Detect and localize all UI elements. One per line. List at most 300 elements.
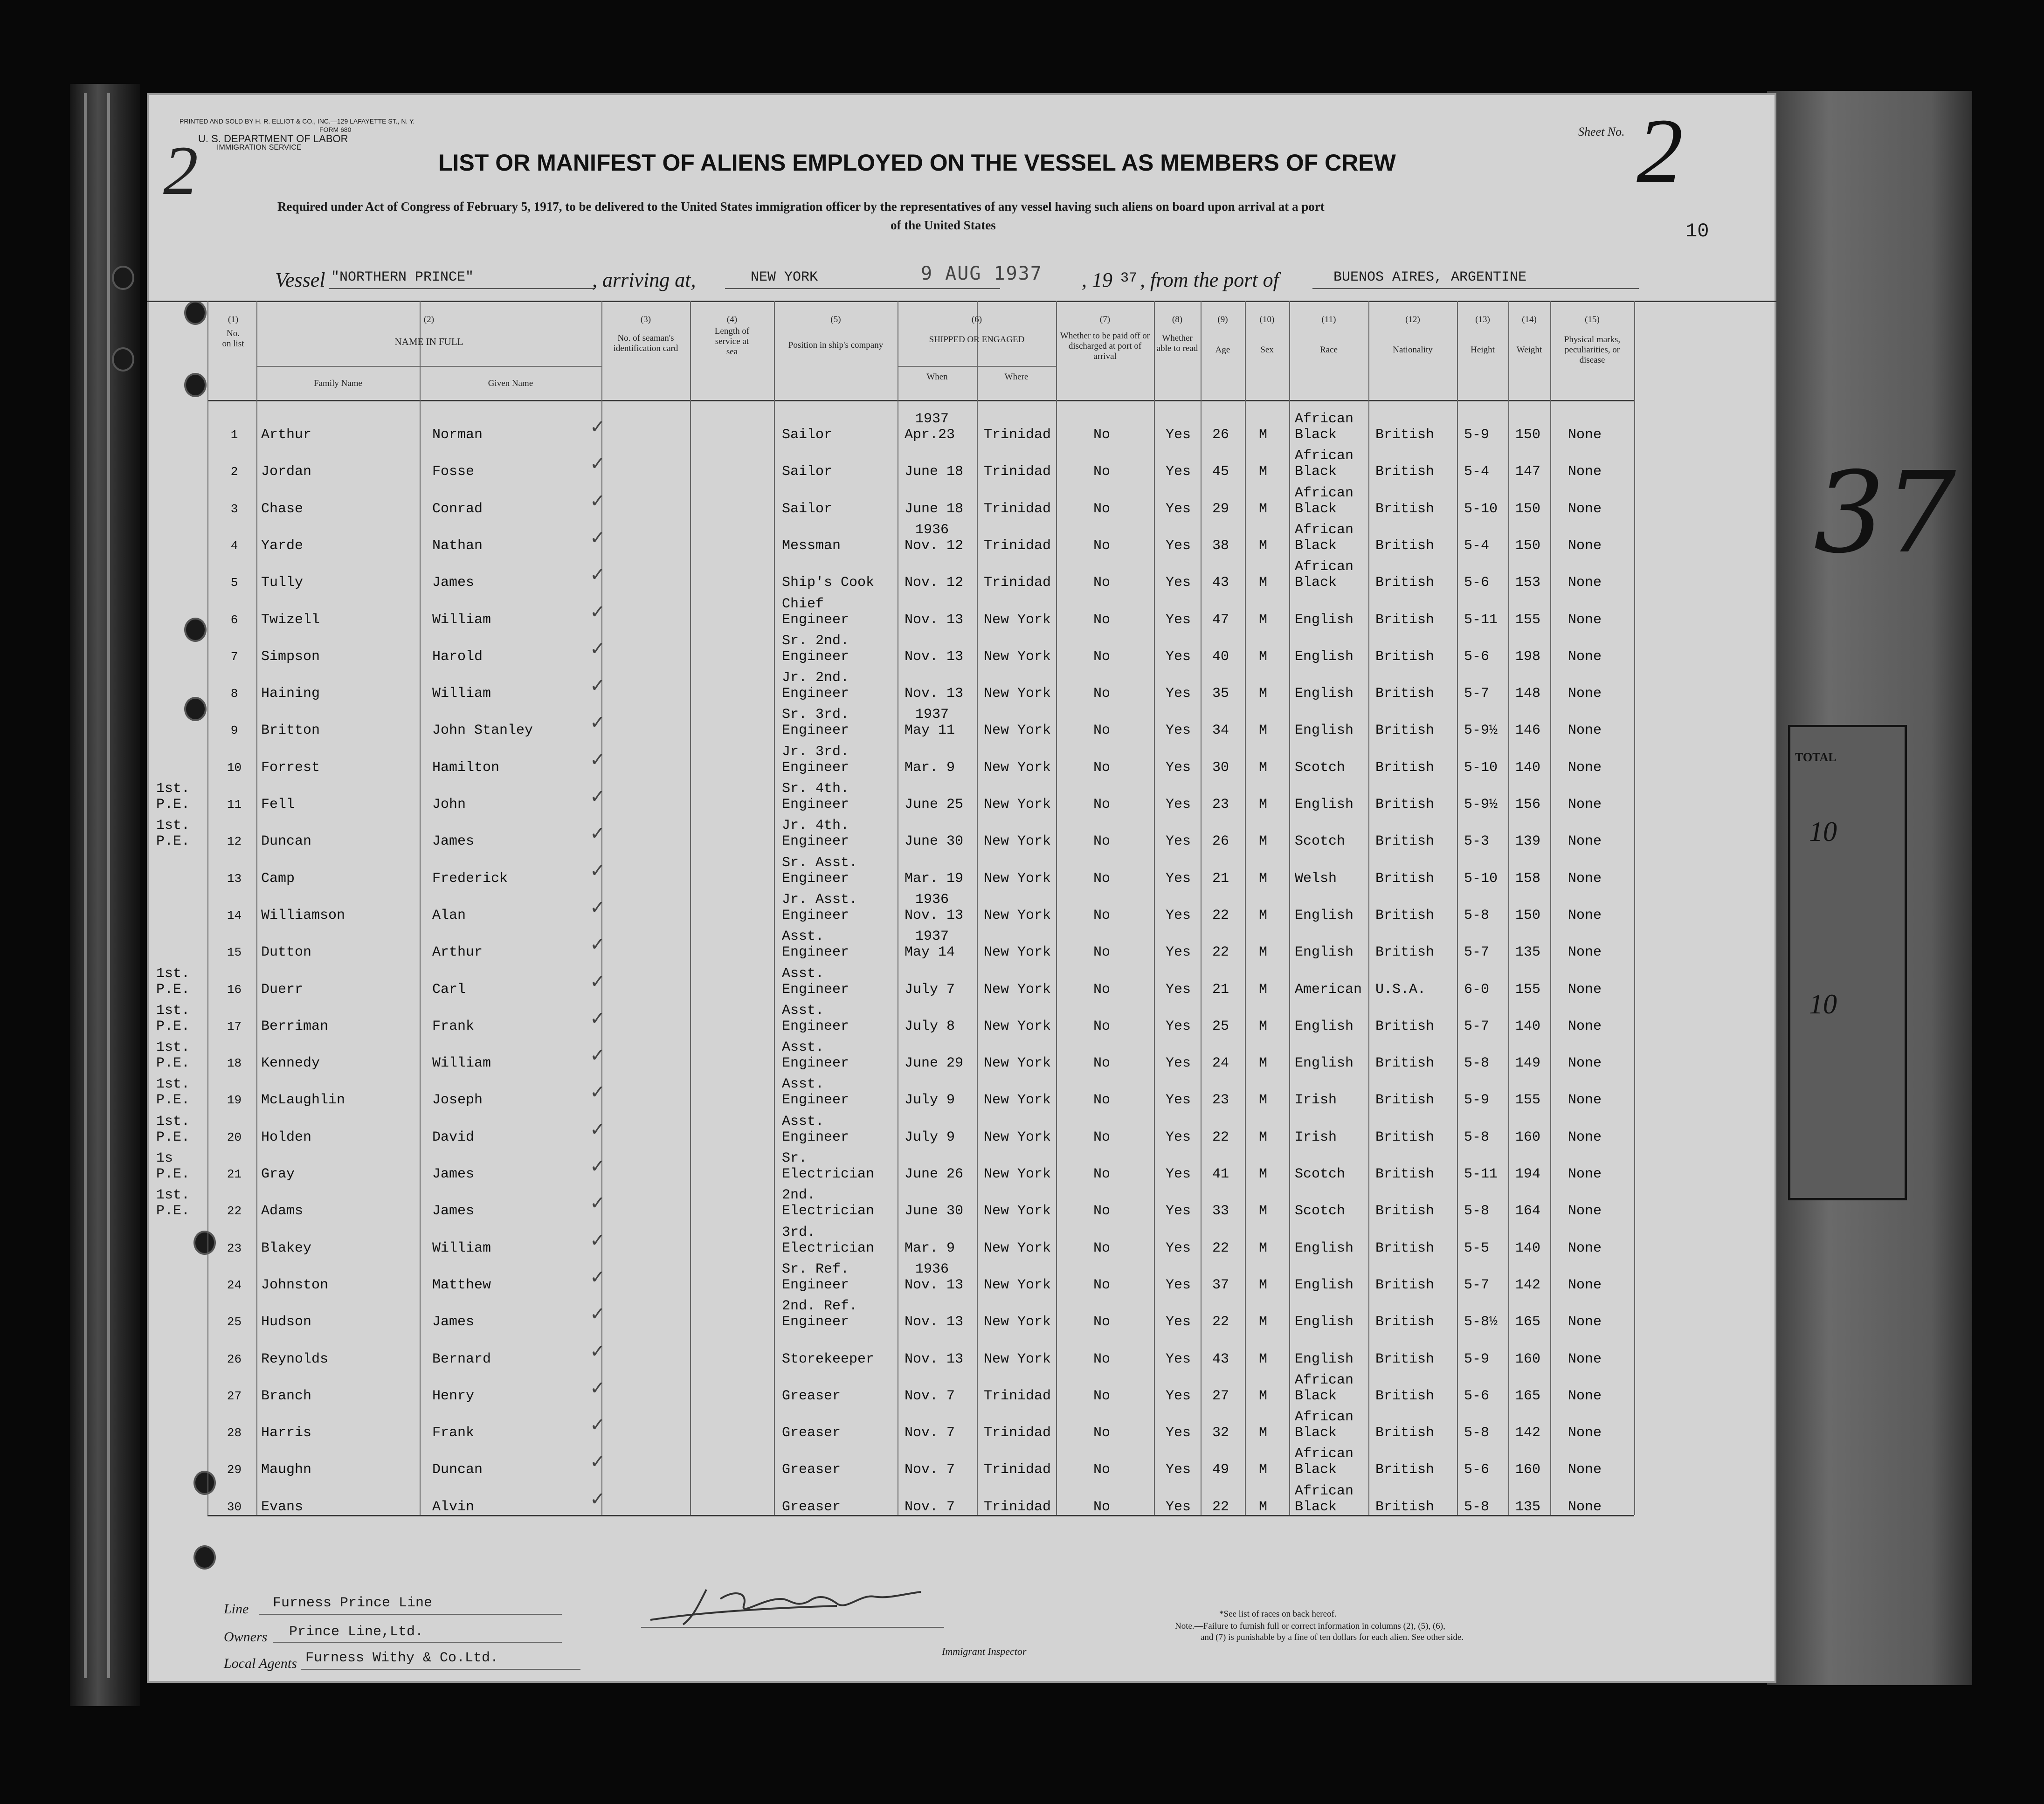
- cell-age: 25: [1212, 1018, 1229, 1034]
- col11-header: Race: [1320, 345, 1338, 355]
- cell-ht: 5-10: [1464, 870, 1498, 887]
- cell-no: 17: [227, 1019, 242, 1033]
- cell-nat: British: [1375, 612, 1435, 628]
- page-title: LIST OR MANIFEST OF ALIENS EMPLOYED ON THE VESSEL AS MEMBERS OF CREW: [438, 150, 1396, 176]
- cell-ht: 5-8: [1464, 1203, 1490, 1219]
- cell-race2: English: [1295, 1277, 1354, 1293]
- cell-given: Frederick: [432, 870, 508, 887]
- cell-wt: 142: [1515, 1277, 1541, 1293]
- cell-when: Nov. 7: [905, 1462, 955, 1478]
- cell-ht: 5-7: [1464, 1018, 1490, 1034]
- cell-age: 22: [1212, 907, 1229, 923]
- cell-pos2: Electrician: [782, 1166, 875, 1182]
- cell-ht: 5-8: [1464, 1055, 1490, 1072]
- punch-hole: [112, 347, 134, 372]
- cell-given: James: [432, 1166, 475, 1182]
- cell-paid: No: [1093, 1462, 1111, 1478]
- cell-no: 19: [227, 1093, 242, 1108]
- cell-where: Trinidad: [984, 1462, 1051, 1478]
- cell-no: 13: [227, 871, 242, 886]
- cell-yr: 1936: [915, 522, 949, 538]
- cell-given: Henry: [432, 1388, 475, 1404]
- cell-given: James: [432, 1203, 475, 1219]
- cell-when: Nov. 13: [905, 1277, 964, 1293]
- cell-sex: M: [1259, 1277, 1268, 1293]
- cell-age: 49: [1212, 1462, 1229, 1478]
- line-value: Furness Prince Line: [273, 1595, 433, 1611]
- cell-read: Yes: [1166, 723, 1191, 739]
- cell-pos1: Sr.: [782, 1150, 808, 1166]
- cell-marks: None: [1568, 1018, 1602, 1034]
- cell-pos1: Jr. 2nd.: [782, 670, 849, 686]
- cell-race1: African: [1295, 485, 1354, 501]
- cell-pos1: Asst.: [782, 1113, 824, 1129]
- cell-given: James: [432, 1314, 475, 1330]
- cell-race2: English: [1295, 797, 1354, 812]
- cell-read: Yes: [1166, 1129, 1191, 1145]
- col3-number: (3): [640, 315, 651, 324]
- table-row: [147, 1110, 1776, 1148]
- cell-ht: 5-11: [1464, 1166, 1498, 1182]
- cell-age: 34: [1212, 723, 1229, 739]
- cell-given: Hamilton: [432, 759, 500, 776]
- col12-number: (12): [1405, 315, 1420, 324]
- cell-race2: Scotch: [1295, 833, 1346, 850]
- cell-no: 15: [227, 945, 242, 960]
- cell-family: Britton: [261, 723, 320, 739]
- cell-age: 29: [1212, 501, 1229, 517]
- cell-sex: M: [1259, 907, 1268, 923]
- line-underline: [259, 1614, 562, 1615]
- table-row: [147, 445, 1776, 482]
- row-prefix: P.E.: [156, 833, 190, 850]
- cell-family: Johnston: [261, 1277, 329, 1293]
- cell-read: Yes: [1166, 833, 1191, 850]
- cell-read: Yes: [1166, 1240, 1191, 1256]
- table-row: [147, 1073, 1776, 1110]
- cell-marks: None: [1568, 501, 1602, 517]
- cell-paid: No: [1093, 612, 1111, 628]
- col7-header: Whether to be paid off or discharged at port of arrival: [1060, 331, 1150, 361]
- cell-given: Matthew: [432, 1277, 491, 1293]
- cell-age: 23: [1212, 1092, 1229, 1109]
- cell-read: Yes: [1166, 797, 1191, 812]
- cell-pos2: Greaser: [782, 1499, 841, 1515]
- cell-when: June 30: [905, 833, 964, 850]
- cell-marks: None: [1568, 1240, 1602, 1256]
- cell-wt: 160: [1515, 1351, 1541, 1367]
- cell-race2: English: [1295, 1240, 1354, 1256]
- cell-pos1: Asst.: [782, 1040, 824, 1056]
- cell-nat: British: [1375, 686, 1435, 702]
- col9-header: Age: [1215, 345, 1230, 355]
- cell-wt: 165: [1515, 1388, 1541, 1404]
- table-row: [147, 963, 1776, 1000]
- cell-no: 14: [227, 908, 242, 923]
- cell-nat: British: [1375, 1351, 1435, 1367]
- cell-paid: No: [1093, 1314, 1111, 1330]
- cell-when: Nov. 12: [905, 537, 964, 554]
- cell-nat: British: [1375, 723, 1435, 739]
- cell-age: 43: [1212, 575, 1229, 591]
- cell-wt: 148: [1515, 686, 1541, 702]
- cell-where: New York: [984, 1277, 1051, 1293]
- inspector-label: Immigrant Inspector: [942, 1646, 1027, 1657]
- cell-wt: 140: [1515, 1018, 1541, 1034]
- cell-race1: African: [1295, 411, 1354, 427]
- cell-nat: British: [1375, 833, 1435, 850]
- cell-ht: 5-6: [1464, 1462, 1490, 1478]
- cell-age: 33: [1212, 1203, 1229, 1219]
- cell-sex: M: [1259, 1166, 1268, 1182]
- cell-no: 27: [227, 1389, 242, 1403]
- check-mark-icon: ✓: [590, 896, 606, 918]
- cell-given: Arthur: [432, 944, 483, 961]
- agents-value: Furness Withy & Co.Ltd.: [305, 1650, 499, 1666]
- cell-race2: Black: [1295, 464, 1337, 480]
- cell-given: Joseph: [432, 1092, 483, 1109]
- cell-pos1: Sr. 3rd.: [782, 707, 849, 723]
- cell-pos1: Asst.: [782, 929, 824, 945]
- cell-nat: British: [1375, 464, 1435, 480]
- cell-when: Nov. 13: [905, 1314, 964, 1330]
- cell-paid: No: [1093, 1129, 1111, 1145]
- cell-read: Yes: [1166, 1092, 1191, 1109]
- cell-paid: No: [1093, 1351, 1111, 1367]
- cell-pos1: 3rd.: [782, 1224, 816, 1240]
- cell-marks: None: [1568, 1499, 1602, 1515]
- table-row: [147, 1184, 1776, 1221]
- check-mark-icon: ✓: [590, 601, 606, 623]
- cell-marks: None: [1568, 612, 1602, 628]
- cell-paid: No: [1093, 537, 1111, 554]
- cell-given: John Stanley: [432, 723, 533, 739]
- table-row: [147, 1036, 1776, 1074]
- cell-paid: No: [1093, 981, 1111, 998]
- cell-pos1: Asst.: [782, 1002, 824, 1019]
- cell-no: 7: [230, 649, 238, 664]
- cell-sex: M: [1259, 833, 1268, 850]
- row-prefix: P.E.: [156, 1166, 190, 1182]
- table-row: [147, 999, 1776, 1037]
- vessel-label: Vessel: [275, 269, 325, 291]
- cell-marks: None: [1568, 1129, 1602, 1145]
- cell-pos2: Engineer: [782, 907, 849, 923]
- table-row: [147, 1443, 1776, 1480]
- date-stamp: 9 AUG 1937: [921, 263, 1043, 284]
- cell-wt: 155: [1515, 981, 1541, 998]
- punch-hole: [184, 301, 207, 325]
- row-prefix: 1st.: [156, 1040, 190, 1056]
- check-mark-icon: ✓: [590, 1451, 606, 1473]
- from-port: BUENOS AIRES, ARGENTINE: [1333, 269, 1527, 285]
- table-row: [147, 1258, 1776, 1295]
- check-mark-icon: ✓: [590, 1007, 606, 1029]
- cell-ht: 5-6: [1464, 1388, 1490, 1404]
- cell-no: 30: [227, 1500, 242, 1514]
- col14-number: (14): [1522, 315, 1537, 324]
- cell-sex: M: [1259, 1129, 1268, 1145]
- table-row: [147, 888, 1776, 926]
- cell-marks: None: [1568, 981, 1602, 998]
- cell-where: New York: [984, 1092, 1051, 1109]
- cell-read: Yes: [1166, 1166, 1191, 1182]
- cell-ht: 5-11: [1464, 612, 1498, 628]
- col15-header: Physical marks, peculiarities, or disease: [1564, 335, 1621, 365]
- cell-race2: English: [1295, 612, 1354, 628]
- total-stamp: [1788, 725, 1907, 1200]
- cell-read: Yes: [1166, 1277, 1191, 1293]
- col14-header: Weight: [1516, 345, 1542, 355]
- cell-read: Yes: [1166, 1314, 1191, 1330]
- cell-ht: 5-9: [1464, 1092, 1490, 1109]
- cell-yr: 1937: [915, 929, 949, 945]
- cell-age: 22: [1212, 944, 1229, 961]
- cell-read: Yes: [1166, 1203, 1191, 1219]
- cell-nat: British: [1375, 537, 1435, 554]
- cell-age: 40: [1212, 648, 1229, 665]
- cell-when: Nov. 13: [905, 648, 964, 665]
- cell-race2: English: [1295, 1055, 1354, 1072]
- cell-age: 22: [1212, 1240, 1229, 1256]
- check-mark-icon: ✓: [590, 1414, 606, 1436]
- cell-where: New York: [984, 907, 1051, 923]
- cell-no: 18: [227, 1056, 242, 1071]
- col6-number: (6): [971, 315, 982, 324]
- cell-wt: 164: [1515, 1203, 1541, 1219]
- cell-pos2: Engineer: [782, 686, 849, 702]
- cell-when: May 14: [905, 944, 955, 961]
- table-row: [147, 630, 1776, 667]
- table-top-border: [147, 301, 1776, 302]
- cell-ht: 6-0: [1464, 981, 1490, 998]
- vessel-name: "NORTHERN PRINCE": [331, 269, 474, 285]
- cell-marks: None: [1568, 833, 1602, 850]
- cell-read: Yes: [1166, 870, 1191, 887]
- table-row: [147, 482, 1776, 519]
- cell-family: Duncan: [261, 833, 312, 850]
- cell-pos2: Engineer: [782, 648, 849, 665]
- cell-nat: British: [1375, 648, 1435, 665]
- races-note: *See list of races on back hereof.: [1219, 1609, 1337, 1619]
- cell-sex: M: [1259, 944, 1268, 961]
- cell-race2: Black: [1295, 1425, 1337, 1441]
- cell-when: July 7: [905, 981, 955, 998]
- cell-yr: 1936: [915, 1261, 949, 1277]
- cell-race1: African: [1295, 448, 1354, 464]
- cell-age: 22: [1212, 1499, 1229, 1515]
- cell-ht: 5-10: [1464, 759, 1498, 776]
- cell-family: Haining: [261, 686, 320, 702]
- cell-where: Trinidad: [984, 427, 1051, 443]
- cell-no: 29: [227, 1463, 242, 1477]
- cell-family: Williamson: [261, 907, 345, 923]
- service: IMMIGRATION SERVICE: [217, 144, 302, 151]
- col1-header: No. on list: [222, 329, 244, 349]
- cell-ht: 5-10: [1464, 501, 1498, 517]
- col8-header: Whether able to read: [1156, 333, 1198, 353]
- cell-no: 22: [227, 1204, 242, 1219]
- cell-wt: 150: [1515, 501, 1541, 517]
- cell-nat: British: [1375, 1092, 1435, 1109]
- signature-line: [641, 1627, 944, 1628]
- cell-read: Yes: [1166, 1499, 1191, 1515]
- cell-race2: Black: [1295, 501, 1337, 517]
- cell-ht: 5-4: [1464, 464, 1490, 480]
- cell-sex: M: [1259, 870, 1268, 887]
- cell-race2: English: [1295, 1314, 1354, 1330]
- punch-hole: [193, 1545, 216, 1570]
- cell-paid: No: [1093, 759, 1111, 776]
- table-row: [147, 667, 1776, 704]
- cell-paid: No: [1093, 575, 1111, 591]
- cell-race2: Scotch: [1295, 1166, 1346, 1182]
- cell-nat: U.S.A.: [1375, 981, 1426, 998]
- cell-read: Yes: [1166, 1351, 1191, 1367]
- cell-pos2: Greaser: [782, 1425, 841, 1441]
- cell-pos1: 2nd.: [782, 1187, 816, 1204]
- cell-nat: British: [1375, 501, 1435, 517]
- cell-where: Trinidad: [984, 1499, 1051, 1515]
- cell-pos2: Engineer: [782, 1129, 849, 1145]
- cell-wt: 135: [1515, 1499, 1541, 1515]
- col10-number: (10): [1259, 315, 1275, 324]
- count-number: 10: [1685, 220, 1709, 242]
- cell-ht: 5-9½: [1464, 797, 1498, 812]
- cell-paid: No: [1093, 1277, 1111, 1293]
- col2-family-header: Family Name: [314, 379, 362, 388]
- cell-family: Camp: [261, 870, 295, 887]
- cell-no: 6: [230, 613, 238, 627]
- check-mark-icon: ✓: [590, 1118, 606, 1140]
- row-prefix: 1st.: [156, 1187, 190, 1204]
- cell-marks: None: [1568, 944, 1602, 961]
- cell-read: Yes: [1166, 575, 1191, 591]
- col8-number: (8): [1172, 315, 1183, 324]
- col11-number: (11): [1321, 315, 1336, 324]
- cell-pos2: Electrician: [782, 1240, 875, 1256]
- cell-sex: M: [1259, 723, 1268, 739]
- cell-sex: M: [1259, 427, 1268, 443]
- cell-nat: British: [1375, 1166, 1435, 1182]
- cell-wt: 147: [1515, 464, 1541, 480]
- check-mark-icon: ✓: [590, 527, 606, 549]
- cell-pos1: Jr. 4th.: [782, 818, 849, 834]
- cell-age: 30: [1212, 759, 1229, 776]
- cell-where: New York: [984, 870, 1051, 887]
- cell-no: 25: [227, 1315, 242, 1329]
- cell-sex: M: [1259, 1092, 1268, 1109]
- cell-pos2: Electrician: [782, 1203, 875, 1219]
- cell-no: 20: [227, 1130, 242, 1144]
- table-row: [147, 925, 1776, 963]
- cell-when: May 11: [905, 723, 955, 739]
- cell-given: David: [432, 1129, 475, 1145]
- table-row: [147, 593, 1776, 630]
- cell-pos2: Engineer: [782, 1277, 849, 1293]
- cell-age: 38: [1212, 537, 1229, 554]
- table-row: [147, 519, 1776, 556]
- cell-paid: No: [1093, 1092, 1111, 1109]
- cell-ht: 5-8: [1464, 1499, 1490, 1515]
- check-mark-icon: ✓: [590, 712, 606, 734]
- agents-underline: [301, 1669, 580, 1670]
- cell-given: John: [432, 797, 466, 812]
- cell-race2: Irish: [1295, 1092, 1337, 1109]
- cell-race2: Black: [1295, 575, 1337, 591]
- cell-wt: 150: [1515, 427, 1541, 443]
- cell-when: Apr.23: [905, 427, 955, 443]
- cell-ht: 5-5: [1464, 1240, 1490, 1256]
- binder-strip: [107, 93, 110, 1678]
- cell-nat: British: [1375, 575, 1435, 591]
- cell-age: 37: [1212, 1277, 1229, 1293]
- cell-when: Nov. 7: [905, 1499, 955, 1515]
- cell-marks: None: [1568, 1277, 1602, 1293]
- cell-pos2: Messman: [782, 537, 841, 554]
- cell-marks: None: [1568, 575, 1602, 591]
- cell-wt: 150: [1515, 907, 1541, 923]
- cell-sex: M: [1259, 797, 1268, 812]
- cell-given: Harold: [432, 648, 483, 665]
- cell-read: Yes: [1166, 1425, 1191, 1441]
- cell-age: 41: [1212, 1166, 1229, 1182]
- cell-where: New York: [984, 1055, 1051, 1072]
- inspector-signature: [641, 1580, 939, 1632]
- cell-where: Trinidad: [984, 1388, 1051, 1404]
- cell-wt: 156: [1515, 797, 1541, 812]
- cell-paid: No: [1093, 1203, 1111, 1219]
- form-number: FORM 680: [319, 126, 352, 133]
- cell-wt: 150: [1515, 537, 1541, 554]
- row-prefix: P.E.: [156, 797, 190, 812]
- cell-pos2: Engineer: [782, 981, 849, 998]
- cell-marks: None: [1568, 1388, 1602, 1404]
- cell-given: Alan: [432, 907, 466, 923]
- col2-number: (2): [423, 315, 435, 324]
- cell-race1: African: [1295, 1372, 1354, 1388]
- cell-ht: 5-6: [1464, 575, 1490, 591]
- cell-pos2: Engineer: [782, 870, 849, 887]
- table-row: [147, 852, 1776, 889]
- check-mark-icon: ✓: [590, 860, 606, 881]
- check-mark-icon: ✓: [590, 490, 606, 512]
- cell-family: Adams: [261, 1203, 304, 1219]
- cell-marks: None: [1568, 686, 1602, 702]
- row-prefix: 1st.: [156, 1113, 190, 1129]
- stamp-count-bottom: 10: [1809, 989, 1837, 1019]
- cell-nat: British: [1375, 1425, 1435, 1441]
- cell-paid: No: [1093, 1018, 1111, 1034]
- cell-nat: British: [1375, 1462, 1435, 1478]
- cell-wt: 155: [1515, 1092, 1541, 1109]
- cell-when: July 8: [905, 1018, 955, 1034]
- table-row: [147, 1406, 1776, 1443]
- year-value: 37: [1120, 270, 1138, 286]
- cell-when: June 26: [905, 1166, 964, 1182]
- table-row: [147, 703, 1776, 741]
- cell-given: Duncan: [432, 1462, 483, 1478]
- cell-wt: 149: [1515, 1055, 1541, 1072]
- table-row: [147, 1369, 1776, 1406]
- arriving-label: , arriving at,: [592, 269, 696, 291]
- cell-read: Yes: [1166, 944, 1191, 961]
- check-mark-icon: ✓: [590, 749, 606, 771]
- cell-race1: African: [1295, 1483, 1354, 1499]
- cell-when: Nov. 7: [905, 1388, 955, 1404]
- check-mark-icon: ✓: [590, 1156, 606, 1177]
- cell-nat: British: [1375, 1129, 1435, 1145]
